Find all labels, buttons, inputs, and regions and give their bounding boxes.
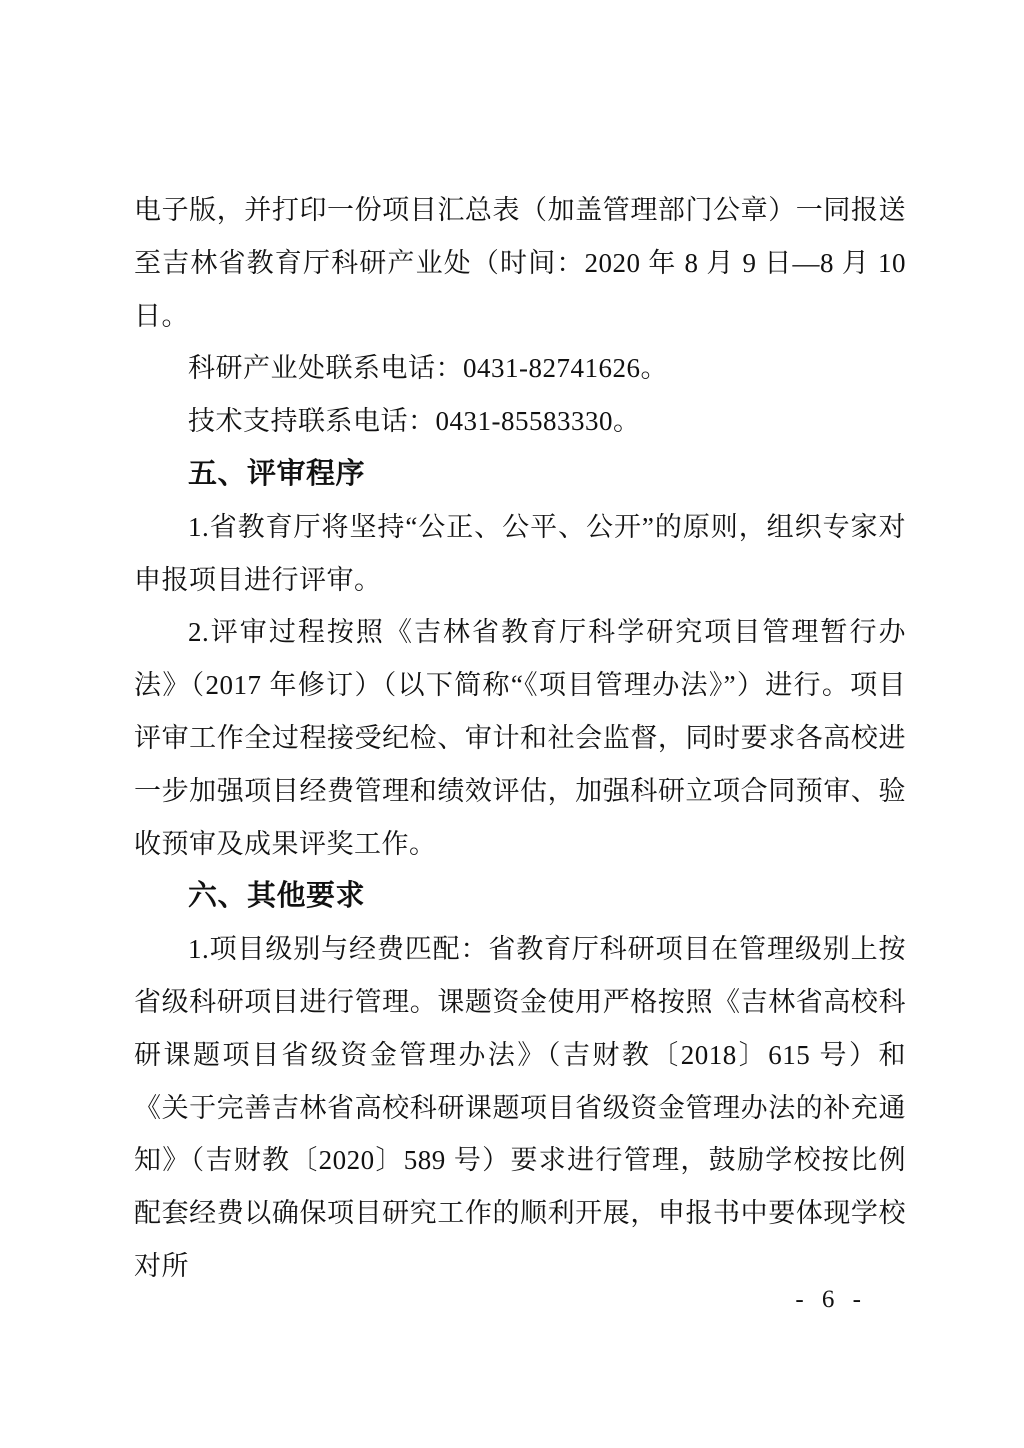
- page-number: - 6 -: [795, 1286, 867, 1313]
- paragraph: 2.评审过程按照《吉林省教育厅科学研究项目管理暂行办法》（2017 年修订）（以下简称“《项目管理办法》”）进行。项目评审工作全过程接受纪检、审计和社会监督，同时要求各高校进一步加强项目经费管理和绩效评估，加强科研立项合同预审、验收预审及成果评奖工作。: [134, 617, 906, 859]
- section-heading: 六、其他要求: [188, 880, 366, 913]
- paragraph: 科研产业处联系电话：0431-82741626。: [188, 353, 668, 384]
- paragraph: 技术支持联系电话：0431-85583330。: [188, 406, 641, 437]
- paragraph: 1.项目级别与经费匹配：省教育厅科研项目在管理级别上按省级科研项目进行管理。课题资金使用严格按照《吉林省高校科研课题项目省级资金管理办法》（吉财教〔2018〕615 号）和《关于完善吉林省高校科研课题项目省级资金管理办法的补充通知》（吉财教〔2020〕589 号）要求进行管理，鼓励学校按比例配套经费以确保项目研究工作的顺利开展，申报书中要体现学校对所: [134, 934, 906, 1281]
- paragraph: 1.省教育厅将坚持“公正、公平、公开”的原则，组织专家对申报项目进行评审。: [134, 511, 906, 595]
- section-heading: 五、评审程序: [188, 457, 366, 490]
- paragraph: 电子版，并打印一份项目汇总表（加盖管理部门公章）一同报送至吉林省教育厅科研产业处（时间：2020 年 8 月 9 日—8 月 10 日。: [134, 195, 906, 331]
- document-content: [134, 184, 906, 1293]
